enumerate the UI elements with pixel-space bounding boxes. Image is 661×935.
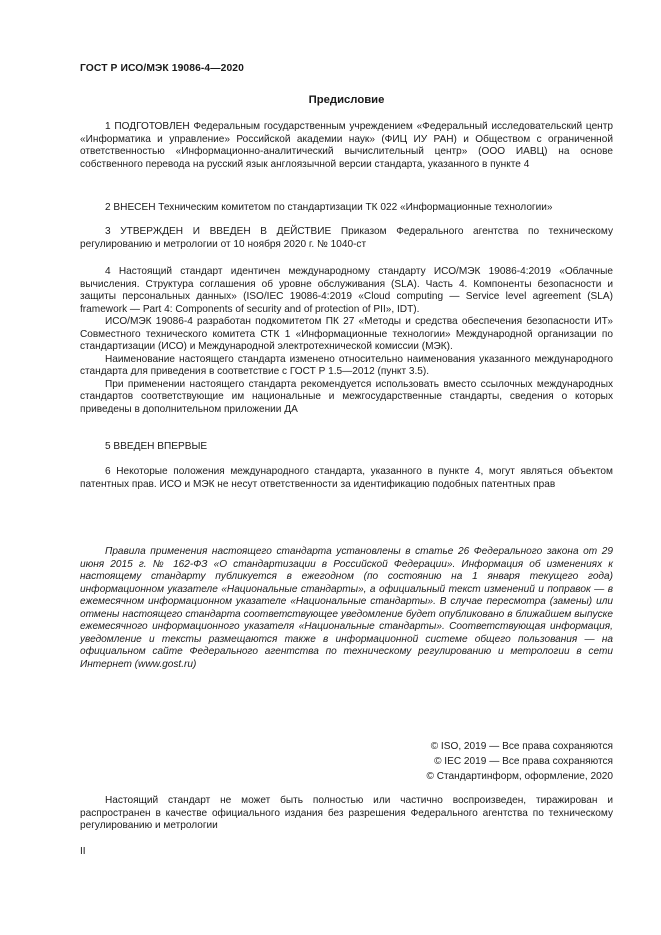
page-title: Предисловие bbox=[308, 94, 385, 106]
item-2-paragraph: 2 ВНЕСЕН Техническим комитетом по стандартизации ТК 022 «Информационные технологии» bbox=[105, 202, 553, 213]
item-6-paragraph: 6 Некоторые положения международного стандарта, указанного в пункте 4, могут являться объектом патентных прав. ИСО и МЭК не несут ответственности за идентификацию подобных патентных прав bbox=[80, 466, 613, 490]
item-4-title-change-paragraph: Наименование настоящего стандарта изменено относительно наименования указанного международного стандарта для приведения в соответствие с ГОСТ Р 1.5—2012 (пункт 3.5). bbox=[80, 353, 613, 377]
application-rules-notice bbox=[80, 546, 613, 671]
item-1-block bbox=[80, 121, 613, 171]
item-4-origin-paragraph: ИСО/МЭК 19086-4 разработан подкомитетом ПК 27 «Методы и средства обеспечения безопасности ИТ» Совместного технического комитета СТК 1 «Информационные технологии» Международной организации по стандартизации (ИСО) и Международной электротехнической комиссии (МЭК). bbox=[80, 316, 613, 352]
page-number: II bbox=[80, 846, 86, 857]
item-3-paragraph: 3 УТВЕРЖДЕН И ВВЕДЕН В ДЕЙСТВИЕ Приказом Федерального агентства по техническому регулированию и метрологии от 10 ноября 2020 г. № 1040-ст bbox=[80, 226, 613, 250]
item-5-paragraph: 5 ВВЕДЕН ВПЕРВЫЕ bbox=[105, 441, 208, 452]
reproduction-notice-text: Настоящий стандарт не может быть полностью или частично воспроизведен, тиражирован и распространен в качестве официального издания без разрешения Федерального агентства по техническому регулированию и метрологии bbox=[80, 795, 613, 831]
item-4-paragraph: 4 Настоящий стандарт идентичен международному стандарту ИСО/МЭК 19086-4:2019 «Облачные вычисления. Структура соглашения об уровне обслуживания (SLA). Часть 4. Компоненты безопасности и защиты персональных данных» (ISO/IEC 19086-4:2019 «Cloud computing — Service level agreement (SLA) framework — Part 4: Components of security and of protection of PII», IDT). bbox=[80, 266, 613, 315]
item-5-block bbox=[80, 441, 613, 454]
item-6-block bbox=[80, 466, 613, 491]
copyright-block bbox=[426, 740, 613, 784]
item-4-block bbox=[80, 266, 613, 416]
item-3-block bbox=[80, 226, 613, 251]
copyright-standartinform: © Стандартинформ, оформление, 2020 bbox=[426, 770, 613, 782]
standard-code-header: ГОСТ Р ИСО/МЭК 19086-4—2020 bbox=[80, 63, 244, 74]
reproduction-notice-block bbox=[80, 795, 613, 833]
item-2-block bbox=[80, 202, 613, 215]
application-rules-text: Правила применения настоящего стандарта установлены в статье 26 Федерального закона от 29 июня 2015 г. № 162-ФЗ «О стандартизации в Российской Федерации». Информация об изменениях к настоящему стандарту публикуется в ежегодном (по состоянию на 1 января текущего года) информационном указателе «Национальные стандарты», а официальный текст изменений и поправок — в ежемесячном информационном указателе «Национальные стандарты». В случае пересмотра (замены) или отмены настоящего стандарта соответствующее уведомление будет опубликовано в ближайшем выпуске ежемесячного информационного указателя «Национальные стандарты». Соответствующая информация, уведомление и тексты размещаются также в информационной системе общего пользования — на официальном сайте Федерального агентства по техническому регулированию и метрологии в сети Интернет (www.gost.ru) bbox=[80, 546, 613, 670]
copyright-iso: © ISO, 2019 — Все права сохраняются bbox=[430, 741, 613, 752]
copyright-iec: © IEC 2019 — Все права сохраняются bbox=[434, 755, 613, 767]
item-1-paragraph: 1 ПОДГОТОВЛЕН Федеральным государственным учреждением «Федеральный исследовательский центр «Информатика и управление» Российской академии наук» (ФИЦ ИУ РАН) и Обществом с ограниченной ответственностью «Информационно-аналитический вычислительный центр» (ООО ИАВЦ) на основе собственного перевода на русский язык англоязычной версии стандарта, указанного в пункте 4 bbox=[80, 121, 613, 170]
item-4-references-paragraph: При применении настоящего стандарта рекомендуется использовать вместо ссылочных международных стандартов соответствующие им национальные и межгосударственные стандарты, сведения о которых приведены в дополнительном приложении ДА bbox=[80, 378, 613, 415]
